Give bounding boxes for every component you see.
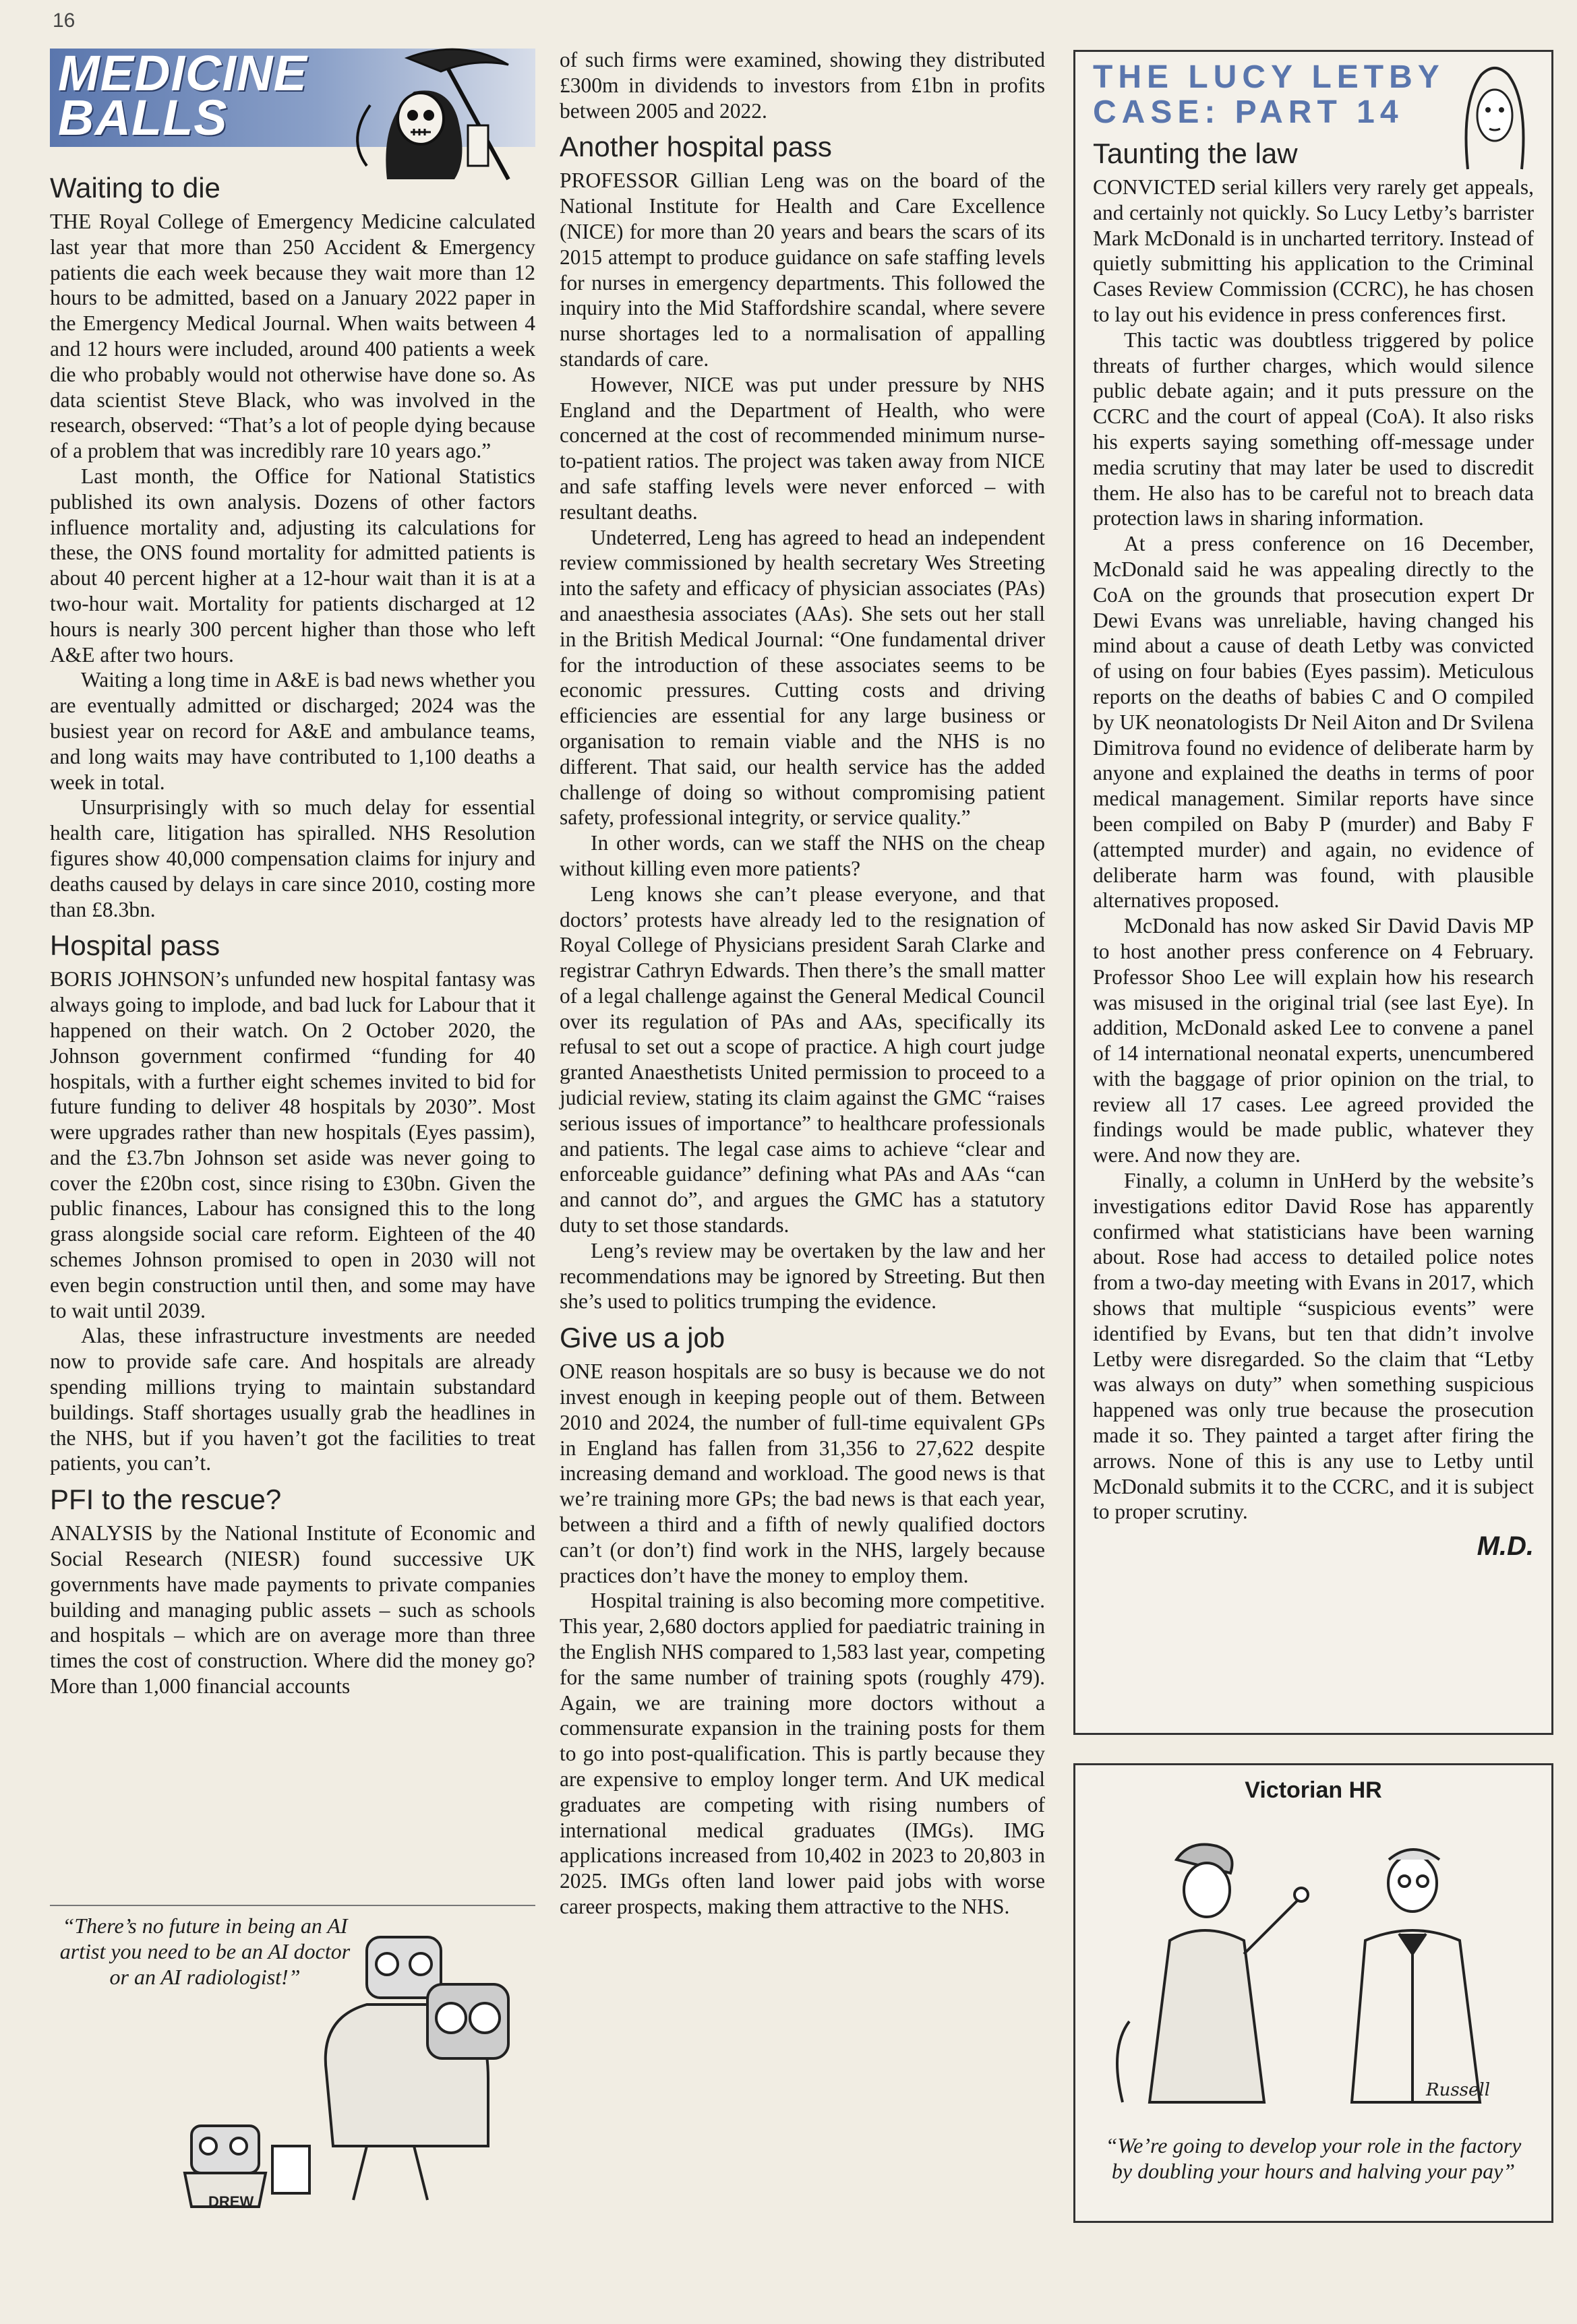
box-kicker-line1: THE LUCY LETBY: [1093, 59, 1445, 95]
box-paragraph: McDonald has now asked Sir David Davis MP to host another press conference on 4 February. Professor Shoo Lee will explain how his research was misused in the original trial (see last Eye). In addition, McDonald asked Lee to convene a panel of 14 international neonatal experts, unencumbered with the baggage of prior opinion on the trial, to review all 17 cases. Lee agreed provided the findings would be made public, whatever they were. And now they are.: [1093, 914, 1534, 1167]
masthead-title: [58, 45, 307, 146]
box-paragraph: CONVICTED serial killers very rarely get appeals, and certainly not quickly. So Lucy Letby’s barrister Mark McDonald is in uncharted territory. Instead of quietly submitting his application to the Criminal Cases Review Commission (CCRC), he has chosen to lay out his evidence in press conferences first.: [1093, 175, 1535, 326]
ai-doctor-cartoon: [50, 1903, 535, 2213]
page-number: 16: [53, 9, 76, 32]
article-paragraph: ONE reason hospitals are so busy is because we do not invest enough in keeping people out of them. Between 2010 and 2024, the number of full-time equivalent GPs in England has fallen from 31,356 to 27,622 despite increasing demand and workload. The good news is that we’re training more GPs; the bad news is that each year, between a third and a fifth of newly qualified doctors can’t (or don’t) find work in the NHS, largely because practices don’t have the money to employ them.: [560, 1359, 1045, 1587]
article-paragraph: Leng’s review may be overtaken by the law and her recommendations may be ignored by Streeting. But then she’s used to politics trumping the evidence.: [560, 1238, 1045, 1314]
section-heading-waiting-to-die: Waiting to die: [50, 172, 220, 204]
column-1: [50, 164, 535, 1699]
cartoon-caption: “There’s no future in being an AI artist you need to be an AI doctor or an AI radiologist!”: [59, 1914, 351, 1989]
cartoon-caption: “We’re going to develop your role in the factory by doubling your hours and halving your pay”: [1105, 2133, 1522, 2183]
box-paragraph: At a press conference on 16 December, McDonald said he was appealing directly to the CoA on the grounds that prosecution expert Dr Dewi Evans was unreliable, having changed his mind about a cause of death Letby was convicted of using on four babies (Eyes passim). Meticulous reports on the deaths of babies C and O compiled by UK neonatologists Dr Neil Aiton and Dr Svilena Dimitrova found no evidence of deliberate harm by anyone and explained the deaths in terms of poor medical management. Similar reports have since been compiled on Baby P (murder) and Baby F (attempted murder) and again, no evidence of deliberate harm was found, with plausible alternatives proposed.: [1093, 532, 1534, 913]
article-paragraph: Alas, these infrastructure investments are needed now to provide safe care. And hospitals are already spending millions trying to maintain substandard buildings. Staff shortages usually grab the headlines in the NHS, but if you haven’t got the facilities to treat patients, you can’t.: [50, 1324, 535, 1475]
article-paragraph: Unsurprisingly with so much delay for essential health care, litigation has spiralled. NHS Resolution figures show 40,000 compensation claims for injury and deaths caused by delays in care since 2010, costing more than £8.3bn.: [50, 795, 535, 921]
author-signature: M.D.: [1477, 1531, 1534, 1562]
column-masthead: [50, 45, 535, 183]
cartoon-signature: Russell: [1426, 2080, 1491, 2100]
section-heading-give-us-a-job: Give us a job: [560, 1322, 725, 1354]
masthead-title-line2: BALLS: [58, 90, 228, 146]
article-paragraph: In other words, can we staff the NHS on the cheap without killing even more patients?: [560, 831, 1045, 880]
article-paragraph: Leng knows she can’t please everyone, and that doctors’ protests have already led to the resignation of Royal College of Physicians president Sarah Clarke and registrar Cathryn Edwards. Then there’s the small matter of a legal challenge against the General Medical Council over its regulation of PAs and AAs, specifically its refusal to set out a scope of practice. A high court judge granted Anaesthetists United permission to proceed to a judicial review, stating its claim against the GMC “raises serious issues of importance” to healthcare professionals and patients. The legal case aims to achieve “clear and enforceable guidance” defining what PAs and AAs “can and cannot do”, and argues the GMC has a statutory duty to set those standards.: [560, 882, 1045, 1237]
masthead-title-line1: MEDICINE: [58, 45, 307, 101]
column-2: [560, 47, 1045, 1920]
portrait-sketch: [1454, 61, 1535, 176]
robots-illustration: [50, 1903, 535, 2213]
lucy-letby-box: [1073, 50, 1553, 1735]
cartoon-signature: DREW: [208, 2193, 254, 2210]
section-heading-pfi-to-the-rescue: PFI to the rescue?: [50, 1484, 282, 1516]
article-paragraph: However, NICE was put under pressure by NHS England and the Department of Health, who were concerned at the cost of recommended minimum nurse-to-patient ratios. The project was taken away from NICE and safe staffing levels were never enforced – with resultant deaths.: [560, 372, 1045, 524]
section-heading-another-hospital-pass: Another hospital pass: [560, 131, 832, 163]
box-heading: Taunting the law: [1093, 137, 1298, 169]
box-kicker-line2: CASE: PART 14: [1093, 94, 1404, 130]
box-paragraph: Finally, a column in UnHerd by the website’s investigations editor David Rose has apparently confirmed what statisticians have been warning about. Rose had access to detailed police notes from a two-day meeting with Evans in 2017, which shows that multiple “suspicious events” were identified by Evans, but ten that didn’t involve Letby were disregarded. So the claim that “Letby was always on duty” when something suspicious happened was only true because the prosecution made it so. They painted a target after firing the arrows. None of this is any use to Letby until McDonald submits it to the CCRC, and it is subject to proper scrutiny.: [1093, 1169, 1534, 1524]
victorian-hr-cartoon: [1073, 1763, 1553, 2223]
article-paragraph: THE Royal College of Emergency Medicine calculated last year that more than 250 Accident & Emergency patients die each week because they wait more than 12 hours to be admitted, based on a January 2022 paper in the Emergency Medical Journal. When waits between 4 and 12 hours were included, around 400 patients a week die who probably would not otherwise have done so. As data scientist Steve Black, who was involved in the research, observed: “That’s a lot of people dying because of a problem that was incredibly rare 10 years ago.”: [50, 210, 535, 463]
box-paragraph: This tactic was doubtless triggered by police threats of further charges, which would silence public debate again; and it puts pressure on the CCRC and the court of appeal (CoA). It also risks his experts saying something off-message under media scrutiny that may later be used to discredit them. He also has to be careful not to breach data protection laws in sharing information.: [1093, 328, 1534, 530]
article-paragraph: Last month, the Office for National Statistics published its own analysis. Dozens of other factors influence mortality and, adjusting its calculations for these, the ONS found mortality for admitted patients is about 40 percent higher at a 12-hour wait than it is at a two-hour wait. Mortality for patients discharged at 12 hours is nearly 300 percent higher than those who left A&E after two hours.: [50, 464, 535, 667]
article-paragraph: Waiting a long time in A&E is bad news whether you are eventually admitted or discharged; 2024 was the busiest year on record for A&E and ambulance teams, and long waits may have contributed to 1,100 deaths a week in total.: [50, 668, 535, 794]
article-paragraph: Undeterred, Leng has agreed to head an independent review commissioned by health secretary Wes Streeting into the safety and efficacy of physician associates (PAs) and anaesthesia associates (AAs). She sets out her stall in the British Medical Journal: “One fundamental driver for the introduction of these associates seems to be economic pressures. Cutting costs and driving efficiencies are essential for any large business or organisation to remain viable and the NHS is no different. That said, our health service has the added challenge of doing so without compromising patient safety, professional integrity, or service quality.”: [560, 525, 1045, 830]
article-paragraph: Hospital training is also becoming more competitive. This year, 2,680 doctors applied for paediatric training in the English NHS compared to 1,583 last year, competing for the same number of training spots (roughly 479). Again, we are training more doctors without a commensurate expansion in the training posts for them to go into post-qualification. This is partly because they are expensive to employ longer term. And UK medical graduates are competing with rising numbers of international medical graduates (IMGs). IMG applications increased from 10,402 in 2023 to 20,803 in 2025. IMGs often land lower paid jobs with worse career prospects, making them attractive to the NHS.: [560, 1589, 1045, 1918]
article-paragraph: ANALYSIS by the National Institute of Economic and Social Research (NIESR) found successive UK governments have made payments to private companies building and managing public assets – such as schools and hospitals – which are on average more than three times the cost of construction. Where did the money go? More than 1,000 financial accounts: [50, 1521, 535, 1699]
victorian-hr-illustration: [1075, 1819, 1555, 2116]
section-heading-hospital-pass: Hospital pass: [50, 929, 220, 962]
cartoon-title: Victorian HR: [1245, 1777, 1382, 1803]
article-paragraph-continued: of such firms were examined, showing they distributed £300m in dividends to investors from £1bn in profits between 2005 and 2022.: [560, 48, 1045, 123]
article-paragraph: PROFESSOR Gillian Leng was on the board of the National Institute for Health and Care Excellence (NICE) for more than 20 years and bears the scars of its 2015 attempt to produce guidance on safe staffing levels for nurses in emergency departments. This followed the inquiry into the Mid Staffordshire scandal, where severe nurse shortages led to a normalisation of appalling standards of care.: [560, 169, 1045, 371]
article-paragraph: BORIS JOHNSON’s unfunded new hospital fantasy was always going to implode, and bad luck for Labour that it happened on their watch. On 2 October 2020, the Johnson government confirmed “funding for 40 hospitals, with a further eight schemes invited to bid for future funding to deliver 48 hospitals by 2030”. Most were upgrades rather than new hospitals (Eyes passim), and the £3.7bn Johnson set aside was never going to cover the £20bn cost, since rising to £30bn. Given the public finances, Labour has consigned this to the long grass alongside social care reform. Eighteen of the 40 schemes Johnson promised to open in 2030 will not even begin construction until then, and some may have to wait until 2039.: [50, 967, 535, 1322]
